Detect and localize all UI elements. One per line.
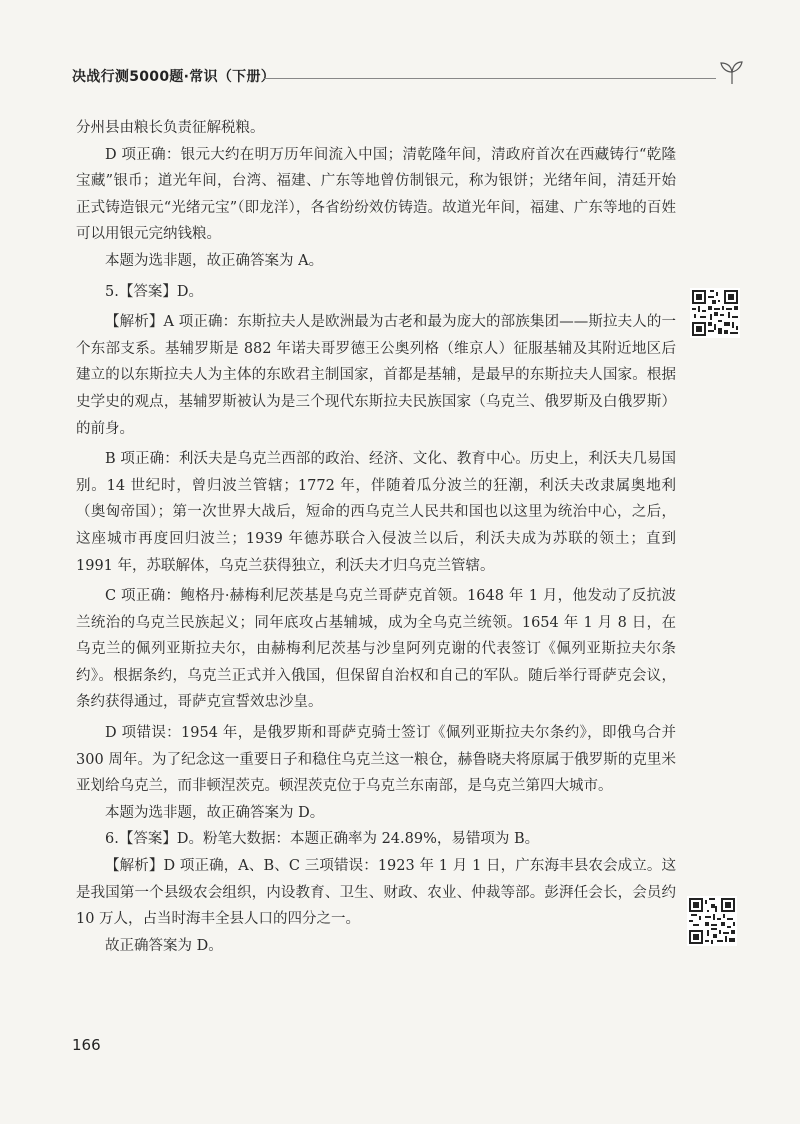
analysis-paragraph: 【解析】D 项正确，A、B、C 三项错误：1923 年 1 月 1 日，广东海丰县农会成立。这是我国第一个县级农会组织，内设教育、卫生、财政、农业、仲裁等部。彭湃任会长，会员约 10 万人，占当时海丰全县人口的四分之一。 [76,858,676,928]
header-rule [264,78,716,79]
paragraph: 分州县由粮长负责征解税粮。 [76,120,265,136]
paragraph: 故正确答案为 D。 [105,937,223,954]
page-body [76,115,676,959]
qr-code-icon[interactable] [690,288,740,338]
answer-line: 5.【答案】D。 [105,283,203,300]
paragraph: D 项错误：1954 年，是俄罗斯和哥萨克骑士签订《佩列亚斯拉夫尔条约》，即俄乌合并 300 周年。为了纪念这一重要日子和稳住乌克兰这一粮仓，赫鲁晓夫将原属于俄罗斯的克里米亚划给乌克兰，而非顿涅茨克。顿涅茨克位于乌克兰东南部，是乌克兰第四大城市。 [76,725,676,795]
paragraph: D 项正确：银元大约在明万历年间流入中国；清乾隆年间，清政府首次在西藏铸行“乾隆宝藏”银币；道光年间，台湾、福建、广东等地曾仿制银元，称为银饼；光绪年间，清廷开始正式铸造银元“光绪元宝”（即龙洋），各省纷纷效仿铸造。故道光年间，福建、广东等地的百姓可以用银元完纳钱粮。 [76,146,676,243]
paragraph: 本题为选非题，故正确答案为 D。 [105,804,325,821]
book-title: 决战行测5000题·常识（下册） [72,69,276,85]
sprout-icon [716,60,748,86]
paragraph: 本题为选非题，故正确答案为 A。 [105,252,324,269]
running-header [72,60,752,90]
paragraph: B 项正确：利沃夫是乌克兰西部的政治、经济、文化、教育中心。历史上，利沃夫几易国别。14 世纪时，曾归波兰管辖；1772 年，伴随着瓜分波兰的狂潮，利沃夫改隶属奥地利（奥匈帝国）；第一次世界大战后，短命的西乌克兰人民共和国也以这里为统治中心，之后，这座城市再度回归波兰；1939 年德苏联合入侵波兰以后，利沃夫成为苏联的领土；直到 1991 年，苏联解体，乌克兰获得独立，利沃夫才归乌克兰管辖。 [76,451,676,574]
analysis-paragraph: 【解析】A 项正确：东斯拉夫人是欧洲最为古老和最为庞大的部族集团——斯拉夫人的一个东部支系。基辅罗斯是 882 年诺夫哥罗德王公奥列格（维京人）征服基辅及其附近地区后建立的以东斯拉夫人为主体的东欧君主制国家，首都是基辅，是最早的东斯拉夫人国家。根据史学史的观点，基辅罗斯被认为是三个现代东斯拉夫民族国家（乌克兰、俄罗斯及白俄罗斯）的前身。 [76,314,676,437]
answer-line: 6.【答案】D。粉笔大数据：本题正确率为 24.89%，易错项为 B。 [105,831,540,848]
paragraph: C 项正确：鲍格丹·赫梅利尼茨基是乌克兰哥萨克首领。1648 年 1 月，他发动了反抗波兰统治的乌克兰民族起义；同年底攻占基辅城，成为全乌克兰统领。1654 年 1 月 8 日，在乌克兰的佩列亚斯拉夫尔，由赫梅利尼茨基与沙皇阿列克谢的代表签订《佩列亚斯拉夫尔条约》。根据条约，乌克兰正式并入俄国，但保留自治权和自己的军队。随后举行哥萨克会议，条约获得通过，哥萨克宣誓效忠沙皇。 [76,588,676,711]
qr-code-icon[interactable] [687,896,737,946]
page-number: 166 [72,1036,101,1054]
